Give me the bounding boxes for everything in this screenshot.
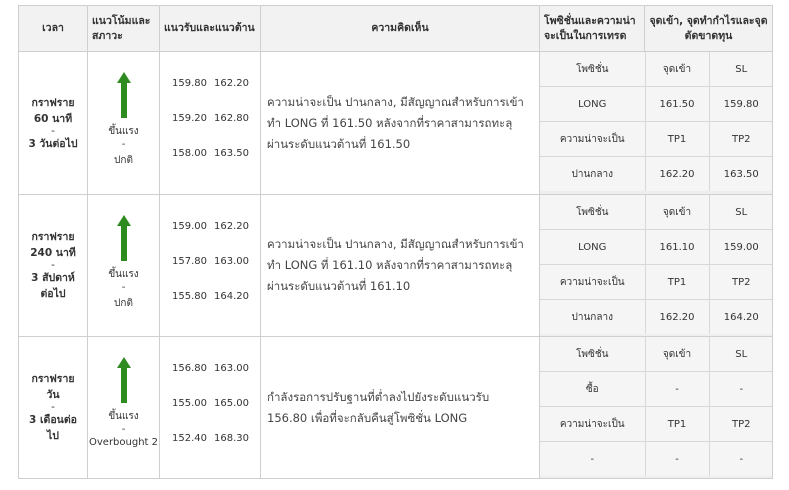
support-value: 157.80 xyxy=(172,256,207,267)
resistance-value: 163.00 xyxy=(214,363,249,374)
tp2-value: 164.20 xyxy=(709,300,773,335)
sr-cell xyxy=(160,337,261,479)
position-row xyxy=(540,87,773,122)
position-row xyxy=(540,52,773,87)
resistance-value: 163.50 xyxy=(214,148,249,159)
position-row xyxy=(540,195,773,230)
tp1-value: 162.20 xyxy=(645,157,709,192)
position-value: ซื้อ xyxy=(540,372,645,407)
comment-cell: กำลังรอการปรับฐานที่ต่ำลงไปยังระดับแนวรับ 156.80 เพื่อที่จะกลับคืนสู่โพซิชั่น LONG xyxy=(261,337,540,479)
separator: - xyxy=(121,424,126,435)
trend-condition: ปกติ xyxy=(114,298,133,309)
sl-label: SL xyxy=(709,52,773,87)
resistance-value: 163.00 xyxy=(214,256,249,267)
support-value: 156.80 xyxy=(172,363,207,374)
trend-strength: ขึ้นแรง xyxy=(108,411,139,422)
comment-cell: ความน่าจะเป็น ปานกลาง, มีสัญญาณสำหรับการเข้าทำ LONG ที่ 161.50 หลังจากที่ราคาสามารถทะลุผ่านระดับแนวต้านที่ 161.50 xyxy=(261,52,540,195)
header-time: เวลา xyxy=(19,6,88,52)
position-label: โพซิชั่น xyxy=(540,52,645,87)
horizon-label: 3 เดือนต่อ xyxy=(29,414,77,426)
header-trend: แนวโน้มและสภาวะ xyxy=(88,6,160,52)
analysis-table xyxy=(18,5,773,479)
header-levels: จุดเข้า, จุดทำกำไรและจุดตัดขาดทุน xyxy=(645,6,773,52)
tp1-label: TP1 xyxy=(645,265,709,300)
separator: - xyxy=(121,139,126,150)
sr-row xyxy=(172,363,260,398)
trend-strength: ขึ้นแรง xyxy=(108,269,139,280)
probability-label: ความน่าจะเป็น xyxy=(540,407,645,442)
horizon-label: 3 สัปดาห์ xyxy=(31,272,75,284)
resistance-value: 162.20 xyxy=(214,221,249,232)
timeframe-label: กราฟราย xyxy=(31,96,75,109)
header-position: โพซิชั่นและความน่าจะเป็นในการเทรด xyxy=(540,6,645,52)
timeframe-label: กราฟราย xyxy=(31,231,75,243)
position-row xyxy=(540,157,773,192)
arrow-shape xyxy=(117,215,131,261)
up-arrow-icon xyxy=(117,72,131,118)
tp2-label: TP2 xyxy=(709,122,773,157)
position-row xyxy=(540,442,773,477)
support-value: 152.40 xyxy=(172,433,207,444)
tp2-label: TP2 xyxy=(709,265,773,300)
tp2-value: - xyxy=(709,442,773,477)
separator: - xyxy=(51,124,55,137)
probability-value: ปานกลาง xyxy=(540,300,645,335)
separator: - xyxy=(51,401,55,413)
tp1-label: TP1 xyxy=(645,122,709,157)
arrow-shape xyxy=(117,72,131,118)
sr-cell xyxy=(160,52,261,195)
entry-value: 161.50 xyxy=(645,87,709,122)
trend-cell xyxy=(88,195,160,337)
table-row xyxy=(19,337,773,479)
timeframe-label: กราฟราย xyxy=(31,373,75,385)
entry-value: - xyxy=(645,372,709,407)
separator: - xyxy=(121,282,126,293)
timeframe-value: วัน xyxy=(46,389,60,401)
sr-cell xyxy=(160,195,261,337)
horizon-label-cont: ต่อไป xyxy=(40,288,66,300)
sl-value: - xyxy=(709,372,773,407)
timeframe-value: 60 นาที xyxy=(33,112,73,125)
position-row xyxy=(540,407,773,442)
trend-cell xyxy=(88,52,160,195)
probability-value: ปานกลาง xyxy=(540,157,645,192)
position-label: โพซิชั่น xyxy=(540,195,645,230)
time-cell xyxy=(19,195,88,337)
position-value: LONG xyxy=(540,230,645,265)
trend-strength: ขึ้นแรง xyxy=(108,126,139,137)
entry-label: จุดเข้า xyxy=(645,52,709,87)
position-cell xyxy=(540,337,773,479)
sr-row xyxy=(172,148,260,183)
support-value: 159.00 xyxy=(172,221,207,232)
probability-label: ความน่าจะเป็น xyxy=(540,122,645,157)
position-value: LONG xyxy=(540,87,645,122)
sr-row xyxy=(172,221,260,256)
resistance-value: 164.20 xyxy=(214,291,249,302)
time-cell xyxy=(19,337,88,479)
sr-row xyxy=(172,256,260,291)
probability-label: ความน่าจะเป็น xyxy=(540,265,645,300)
support-value: 155.00 xyxy=(172,398,207,409)
position-row xyxy=(540,337,773,372)
entry-label: จุดเข้า xyxy=(645,195,709,230)
tp1-label: TP1 xyxy=(645,407,709,442)
probability-value: - xyxy=(540,442,645,477)
header-comment: ความคิดเห็น xyxy=(261,6,540,52)
sr-row xyxy=(172,433,260,468)
timeframe-value: 240 นาที xyxy=(30,247,76,259)
comment-cell: ความน่าจะเป็น ปานกลาง, มีสัญญาณสำหรับการเข้าทำ LONG ที่ 161.10 หลังจากที่ราคาสามารถทะลุผ่านระดับแนวต้านที่ 161.10 xyxy=(261,195,540,337)
tp2-value: 163.50 xyxy=(709,157,773,192)
support-value: 158.00 xyxy=(172,148,207,159)
position-row xyxy=(540,230,773,265)
entry-label: จุดเข้า xyxy=(645,337,709,372)
time-cell xyxy=(19,52,88,195)
trend-cell xyxy=(88,337,160,479)
position-table xyxy=(540,195,773,334)
position-cell xyxy=(540,195,773,337)
resistance-value: 162.80 xyxy=(214,113,249,124)
support-value: 159.80 xyxy=(172,78,207,89)
position-label: โพซิชั่น xyxy=(540,337,645,372)
resistance-value: 165.00 xyxy=(214,398,249,409)
tp2-label: TP2 xyxy=(709,407,773,442)
trend-condition: Overbought 2 xyxy=(89,437,159,448)
position-table xyxy=(540,52,773,191)
tp1-value: - xyxy=(645,442,709,477)
tp1-value: 162.20 xyxy=(645,300,709,335)
position-row xyxy=(540,265,773,300)
header-row xyxy=(19,6,773,52)
up-arrow-icon xyxy=(117,215,131,261)
position-row xyxy=(540,372,773,407)
sl-value: 159.00 xyxy=(709,230,773,265)
position-row xyxy=(540,122,773,157)
sr-row xyxy=(172,78,260,113)
resistance-value: 168.30 xyxy=(214,433,249,444)
up-arrow-icon xyxy=(117,357,131,403)
trend-condition: ปกติ xyxy=(114,155,133,166)
support-value: 159.20 xyxy=(172,113,207,124)
support-value: 155.80 xyxy=(172,291,207,302)
sl-label: SL xyxy=(709,195,773,230)
header-support-resistance: แนวรับและแนวต้าน xyxy=(160,6,261,52)
table-row xyxy=(19,195,773,337)
resistance-value: 162.20 xyxy=(214,78,249,89)
entry-value: 161.10 xyxy=(645,230,709,265)
position-cell xyxy=(540,52,773,195)
arrow-shape xyxy=(117,357,131,403)
position-row xyxy=(540,300,773,335)
sr-row xyxy=(172,398,260,433)
horizon-label-cont: ไป xyxy=(47,430,59,442)
separator: - xyxy=(51,259,55,271)
table-row xyxy=(19,52,773,195)
position-table xyxy=(540,337,773,476)
sl-label: SL xyxy=(709,337,773,372)
sr-row xyxy=(172,113,260,148)
sr-row xyxy=(172,291,260,326)
horizon-label: 3 วันต่อไป xyxy=(28,137,78,150)
sl-value: 159.80 xyxy=(709,87,773,122)
